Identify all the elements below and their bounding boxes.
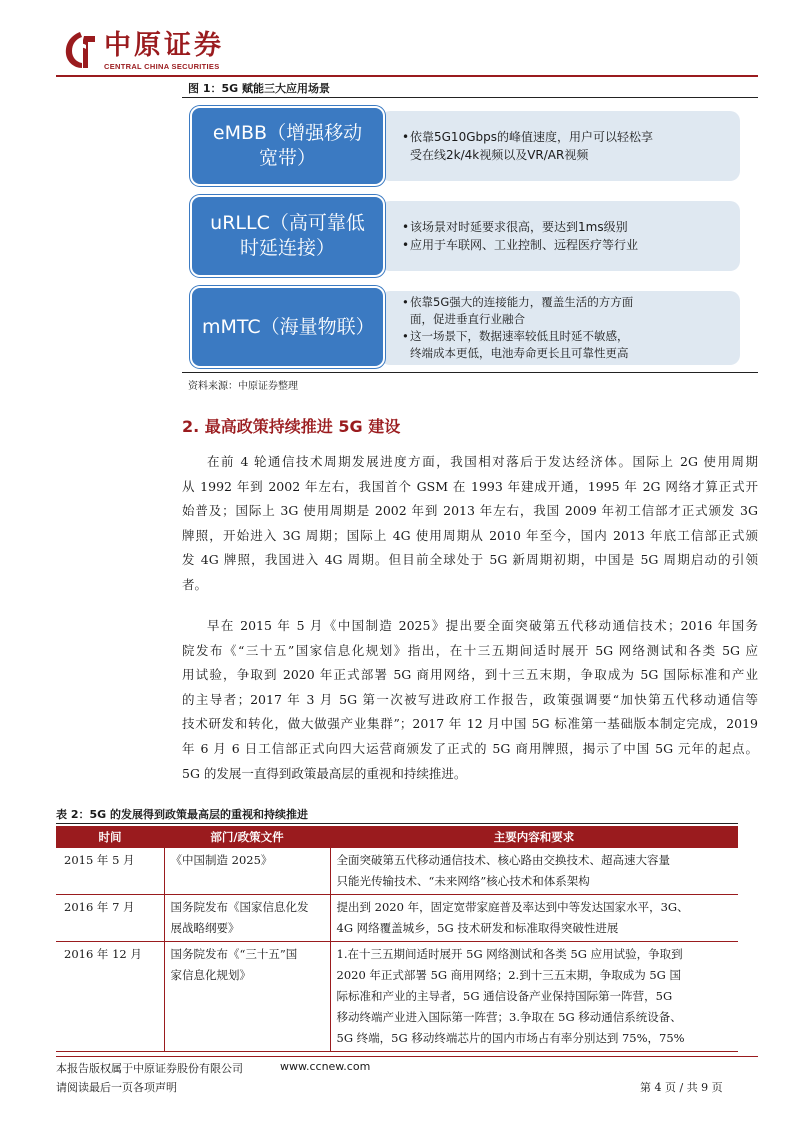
cell-line: 2020 年正式部署 5G 商用网络；2.到十三五末期，争取成为 5G 国 bbox=[336, 968, 682, 982]
bullet-text-line: 面，促进垂直行业融合 bbox=[410, 312, 525, 326]
figure-top-rule bbox=[182, 97, 758, 98]
bullet-item bbox=[410, 294, 726, 328]
paragraph-line: 在前 4 轮通信技术周期发展进度方面，我国相对落后于发达经济体。国际上 2G 使用周期 bbox=[207, 454, 758, 469]
figure-source: 资料来源：中原证券整理 bbox=[188, 381, 298, 392]
paragraph-line: 的主导者；2017 年 3 月 5G 第一次被写进政府工作报告，政策强调要“加快第五代移动通信等 bbox=[182, 691, 758, 707]
bullet-text-line: • 依靠5G10Gbps的峰值速度，用户可以轻松享 bbox=[410, 130, 653, 144]
table-row bbox=[56, 942, 738, 1052]
cell-line: 1.在十三五期间适时展开 5G 网络测试和各类 5G 应用试验，争取到 bbox=[336, 947, 683, 961]
cell-line: 国务院发布《“三十五”国 bbox=[170, 947, 298, 961]
bullet-item bbox=[410, 328, 726, 362]
paragraph-line: 年 6 月 6 日工信部正式向四大运营商颁发了正式的 5G 商用牌照，揭示了中国 5G 元年的起点。 bbox=[182, 740, 758, 756]
table-cell-time: 2016 年 12 月 bbox=[56, 942, 164, 1052]
paragraph-line: 者。 bbox=[182, 576, 208, 592]
scenario-label-urllc bbox=[190, 195, 385, 277]
bullet-text-line: • 这一场景下，数据速率较低且时延不敏感， bbox=[410, 329, 629, 343]
cell-line: 4G 网络覆盖城乡，5G 技术研发和标准取得突破性进展 bbox=[336, 921, 619, 935]
scenario-label-line: eMBB（增强移动 bbox=[212, 122, 363, 144]
table-cell-doc bbox=[164, 848, 330, 895]
footer-website-link[interactable]: www.ccnew.com bbox=[280, 1060, 371, 1073]
bullet-text-line: 受在线2k/4k视频以及VR/AR视频 bbox=[410, 148, 589, 162]
table-cell-doc bbox=[164, 942, 330, 1052]
header-divider bbox=[56, 75, 758, 77]
cell-line: 移动终端产业进入国际第一阵营；3.争取在 5G 移动通信系统设备、 bbox=[336, 1010, 682, 1024]
policy-table bbox=[56, 826, 738, 1052]
section-heading: 2. 最高政策持续推进 5G 建设 bbox=[182, 417, 401, 436]
table-cell-time: 2015 年 5 月 bbox=[56, 848, 164, 895]
cell-line: 5G 终端，5G 移动终端芯片的国内市场占有率分别达到 75%，75% bbox=[336, 1031, 685, 1045]
table-title: 表 2：5G 的发展得到政策最高层的重视和持续推进 bbox=[56, 808, 308, 821]
bullet-text-line: 终端成本更低，电池寿命更长且可靠性更高 bbox=[410, 346, 629, 360]
paragraph-line: 发 4G 牌照，我国进入 4G 周期。但目前全球处于 5G 新周期初期，中国是 5G 周期启动的引领 bbox=[182, 552, 758, 568]
scenario-label-embb bbox=[190, 106, 385, 186]
scenario-label-mmtc bbox=[190, 286, 385, 368]
figure-bottom-rule bbox=[182, 372, 758, 373]
cell-line: 《中国制造 2025》 bbox=[170, 853, 273, 867]
paragraph-line: 技术研发和转化，做大做强产业集群”；2017 年 12 月中国 5G 标准第一基础版本制定完成，2019 bbox=[182, 716, 758, 732]
table-cell-content bbox=[330, 942, 738, 1052]
table-cell-content bbox=[330, 895, 738, 942]
table-cell-doc bbox=[164, 895, 330, 942]
table-header-row bbox=[56, 826, 738, 848]
bullet-text-line: • 依靠5G强大的连接能力，覆盖生活的方方面 bbox=[410, 295, 634, 309]
paragraph-line: 用试验，争取到 2020 年正式部署 5G 商用网络，到十三五末期，争取成为 5G 国际标准和产业 bbox=[182, 667, 758, 683]
table-top-rule bbox=[56, 823, 738, 824]
footer-copyright: 本报告版权属于中原证券股份有限公司 bbox=[56, 1062, 243, 1075]
scenario-label-line: 时延连接） bbox=[239, 237, 335, 259]
cell-line: 提出到 2020 年，固定宽带家庭普及率达到中等发达国家水平，3G、 bbox=[336, 900, 689, 914]
cell-line: 展战略纲要》 bbox=[170, 921, 240, 935]
cell-line: 家信息化规划》 bbox=[170, 968, 251, 982]
brand-name-en: CENTRAL CHINA SECURITIES bbox=[104, 62, 220, 71]
body-paragraph-2 bbox=[182, 614, 758, 786]
table-row bbox=[56, 848, 738, 895]
footer-disclaimer: 请阅读最后一页各项声明 bbox=[56, 1081, 177, 1094]
paragraph-line: 始普及；国际上 3G 使用周期是 2002 年到 2013 年左右，我国 2009 年初工信部才正式颁发 3G bbox=[182, 503, 758, 519]
footer-divider bbox=[56, 1056, 758, 1057]
bullet-item bbox=[410, 218, 726, 236]
company-logo-mark bbox=[62, 30, 98, 70]
scenario-label-line: mMTC（海量物联） bbox=[202, 315, 375, 338]
cell-line: 际标准和产业的主导者，5G 通信设备产业保持国际第一阵营，5G bbox=[336, 989, 673, 1003]
scenario-description-mmtc bbox=[380, 291, 740, 365]
bullet-text-line: • 该场景对时延要求很高，要达到1ms级别 bbox=[410, 220, 628, 234]
table-cell-content bbox=[330, 848, 738, 895]
paragraph-line: 5G 的发展一直得到政策最高层的重视和持续推进。 bbox=[182, 765, 467, 781]
table-row bbox=[56, 895, 738, 942]
paragraph-line: 牌照，开始进入 3G 周期；国际上 4G 使用周期从 2010 年至今，国内 2013 年底工信部正式颁 bbox=[182, 527, 758, 543]
bullet-item bbox=[410, 236, 726, 254]
figure-title: 图 1：5G 赋能三大应用场景 bbox=[188, 82, 330, 95]
paragraph-line: 从 1992 年到 2002 年左右，我国首个 GSM 在 1993 年建成开通，1995 年 2G 网络才算正式开 bbox=[182, 478, 758, 494]
cell-line: 国务院发布《国家信息化发 bbox=[170, 900, 309, 914]
scenario-label-line: 宽带） bbox=[258, 147, 316, 169]
scenario-label-line: uRLLC（高可靠低 bbox=[210, 212, 365, 234]
paragraph-line: 院发布《“三十五”国家信息化规划》指出，在十三五期间适时展开 5G 网络测试和各类 5G 应 bbox=[182, 642, 758, 658]
table-cell-time: 2016 年 7 月 bbox=[56, 895, 164, 942]
table-header-doc: 部门/政策文件 bbox=[164, 826, 330, 848]
page-number: 第 4 页 / 共 9 页 bbox=[640, 1081, 723, 1094]
scenario-description-urllc bbox=[380, 201, 740, 271]
cell-line: 全面突破第五代移动通信技术、核心路由交换技术、超高速大容量 bbox=[336, 853, 670, 867]
table-header-time: 时间 bbox=[56, 826, 164, 848]
table-header-content: 主要内容和要求 bbox=[330, 826, 738, 848]
brand-name-cn: 中原证券 bbox=[104, 30, 224, 61]
cell-line: 只能光传输技术、“未来网络”核心技术和体系架构 bbox=[336, 874, 590, 888]
bullet-item bbox=[410, 128, 726, 164]
paragraph-line: 早在 2015 年 5 月《中国制造 2025》提出要全面突破第五代移动通信技术；2016 年国务 bbox=[207, 618, 758, 633]
scenario-description-embb bbox=[380, 111, 740, 181]
bullet-text-line: • 应用于车联网、工业控制、远程医疗等行业 bbox=[410, 238, 639, 252]
body-paragraph-1 bbox=[182, 450, 758, 598]
company-logo bbox=[62, 30, 252, 74]
